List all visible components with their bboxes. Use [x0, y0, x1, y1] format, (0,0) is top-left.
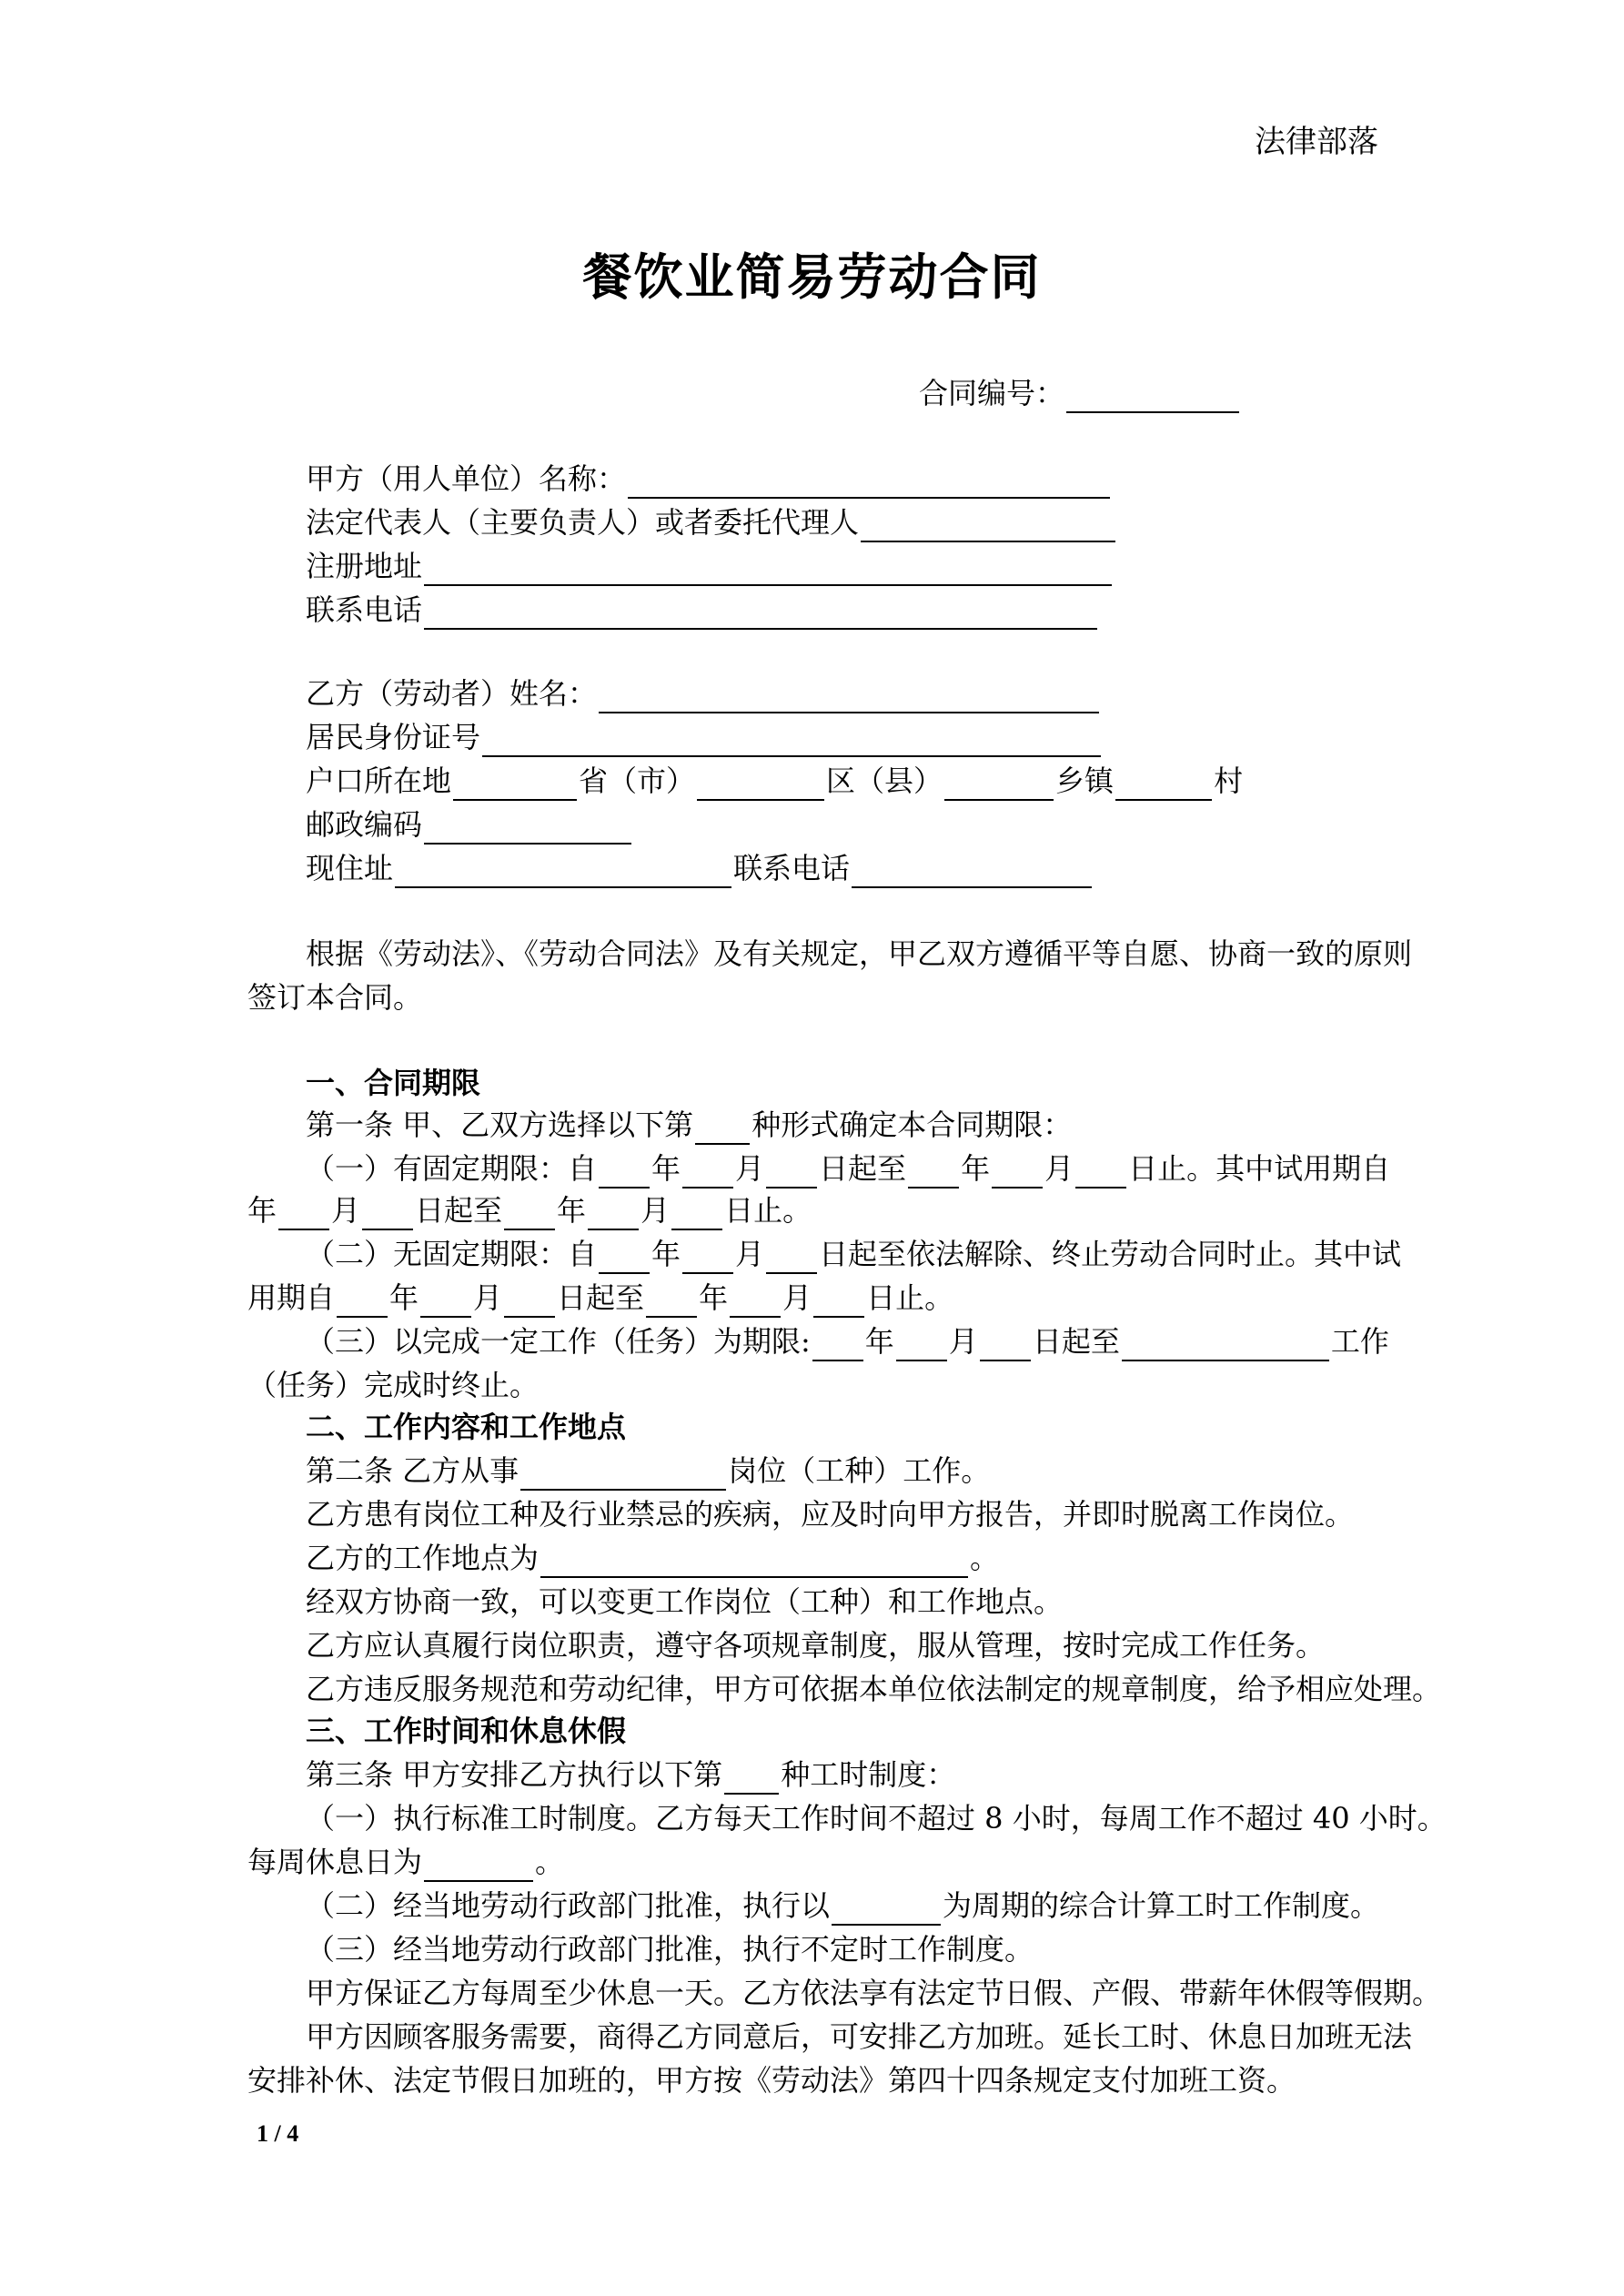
province-blank[interactable]	[453, 768, 577, 801]
blank[interactable]	[1075, 1156, 1126, 1188]
article-2-line-5: 乙方应认真履行岗位职责，遵守各项规章制度，服从管理，按时完成工作任务。	[306, 1628, 1326, 1663]
village-blank[interactable]	[1115, 768, 1212, 801]
party-b-id-row	[306, 717, 1103, 757]
party-a-address-blank[interactable]	[424, 553, 1112, 586]
article-3-option-1-line-2	[247, 1842, 564, 1882]
hour-system-blank[interactable]	[724, 1762, 779, 1795]
party-a-name-label: 甲方（用人单位）名称：	[306, 461, 627, 496]
work-place-blank[interactable]	[540, 1545, 968, 1578]
blank[interactable]	[588, 1198, 639, 1230]
task-blank[interactable]	[1122, 1329, 1329, 1361]
article-3-text: 第三条 甲方安排乙方执行以下第	[306, 1757, 723, 1792]
section-1-title: 一、合同期限	[306, 1066, 481, 1100]
day-start-label: 日起至	[1032, 1324, 1120, 1359]
day-start-label: 日起至	[415, 1193, 503, 1228]
section-3-title: 三、工作时间和休息休假	[306, 1714, 627, 1748]
day-start-label: 日起至	[819, 1151, 907, 1186]
blank[interactable]	[278, 1198, 329, 1230]
month-label: 月	[331, 1193, 361, 1228]
party-b-name-row	[306, 673, 1101, 713]
blank[interactable]	[730, 1285, 781, 1318]
article-2-text-2: 岗位（工种）工作。	[728, 1453, 991, 1488]
month-label: 月	[1044, 1151, 1074, 1186]
section-2-title: 二、工作内容和工作地点	[306, 1410, 627, 1444]
party-b-id-blank[interactable]	[482, 724, 1101, 757]
header-brand: 法律部落	[1255, 124, 1378, 160]
option-2-line-2	[247, 1278, 953, 1318]
village-label: 村	[1214, 764, 1244, 798]
party-a-name-blank[interactable]	[628, 466, 1110, 499]
year-label: 年	[961, 1151, 991, 1186]
document-title: 餐饮业简易劳动合同	[582, 248, 1042, 306]
party-a-phone-label: 联系电话	[306, 592, 423, 627]
blank[interactable]	[908, 1156, 959, 1188]
party-a-rep-blank[interactable]	[861, 510, 1115, 542]
district-label: 区（县）	[826, 764, 943, 798]
year-label: 年	[864, 1324, 894, 1359]
postcode-label: 邮政编码	[306, 807, 423, 842]
residence-blank[interactable]	[395, 855, 731, 888]
option-2-text-2: 为周期的综合计算工时工作制度。	[943, 1888, 1380, 1923]
article-2-line-6: 乙方违反服务规范和劳动纪律，甲方可依据本单位依法制定的规章制度，给予相应处理。	[306, 1672, 1442, 1706]
blank[interactable]	[812, 1329, 863, 1361]
town-blank[interactable]	[944, 768, 1054, 801]
town-label: 乡镇	[1055, 764, 1115, 798]
option-3-line-1	[306, 1321, 1389, 1361]
party-b-hukou-label: 户口所在地	[306, 764, 452, 798]
party-b-name-label: 乙方（劳动者）姓名：	[306, 676, 598, 711]
option-1-line-2	[247, 1190, 812, 1230]
month-label: 月	[948, 1324, 978, 1359]
article-3-line-6: 甲方因顾客服务需要，商得乙方同意后，可安排乙方加班。延长工时、休息日加班无法	[306, 2019, 1413, 2054]
month-label: 月	[735, 1151, 765, 1186]
option-1-text: 日止。其中试用期自	[1128, 1151, 1391, 1186]
postcode-blank[interactable]	[424, 812, 631, 845]
party-a-address-label: 注册地址	[306, 549, 423, 583]
article-3-text-2: 种工时制度：	[781, 1757, 956, 1792]
intro-line-2: 签订本合同。	[247, 980, 423, 1015]
article-1-text-2: 种形式确定本合同期限：	[751, 1108, 1073, 1142]
party-b-hukou-row	[306, 761, 1243, 801]
article-3-option-1: （一）执行标准工时制度。乙方每天工作时间不超过 8 小时，每周工作不超过 40 小时。	[306, 1801, 1447, 1836]
contract-number-label: 合同编号：	[919, 376, 1065, 410]
option-3-line-2: （任务）完成时终止。	[247, 1368, 540, 1402]
rest-day-blank[interactable]	[424, 1849, 533, 1882]
month-label: 月	[782, 1280, 812, 1315]
punctuation: 。	[970, 1541, 1000, 1575]
month-label: 月	[473, 1280, 503, 1315]
day-start-label: 日起至	[557, 1280, 645, 1315]
option-1-line-1	[306, 1148, 1390, 1188]
party-a-phone-blank[interactable]	[424, 597, 1097, 630]
blank[interactable]	[766, 1156, 817, 1188]
year-label: 年	[651, 1237, 681, 1271]
blank[interactable]	[813, 1285, 864, 1318]
rest-day-label: 每周休息日为	[247, 1845, 423, 1879]
district-blank[interactable]	[697, 768, 824, 801]
article-2	[306, 1451, 990, 1491]
party-b-phone-label: 联系电话	[733, 851, 851, 885]
article-3-line-5: 甲方保证乙方每周至少休息一天。乙方依法享有法定节日假、产假、带薪年休假等假期。	[306, 1976, 1442, 2010]
intro-line-1: 根据《劳动法》、《劳动合同法》及有关规定，甲乙双方遵循平等自愿、协商一致的原则	[306, 936, 1413, 971]
article-2-line-2: 乙方患有岗位工种及行业禁忌的疾病，应及时向甲方报告，并即时脱离工作岗位。	[306, 1497, 1355, 1532]
contract-number-blank[interactable]	[1066, 380, 1239, 413]
term-form-blank[interactable]	[695, 1112, 750, 1145]
blank[interactable]	[504, 1285, 555, 1318]
article-2-text: 第二条 乙方从事	[306, 1453, 519, 1488]
province-label: 省（市）	[579, 764, 696, 798]
article-2-line-4: 经双方协商一致，可以变更工作岗位（工种）和工作地点。	[306, 1584, 1064, 1619]
party-a-rep-label: 法定代表人（主要负责人）或者委托代理人	[306, 505, 860, 540]
article-1	[306, 1105, 1072, 1145]
year-label: 年	[651, 1151, 681, 1186]
punctuation: 。	[535, 1845, 565, 1879]
day-end-label: 日止。	[866, 1280, 954, 1315]
blank[interactable]	[362, 1198, 413, 1230]
work-label: 工作	[1330, 1324, 1389, 1359]
page-number: 1 / 4	[257, 2120, 299, 2147]
contract-number-row	[919, 373, 1241, 413]
party-b-id-label: 居民身份证号	[306, 720, 481, 754]
option-2-text: 日起至依法解除、终止劳动合同时止。其中试	[819, 1237, 1402, 1271]
blank[interactable]	[337, 1285, 388, 1318]
year-label: 年	[699, 1280, 729, 1315]
option-3-label: （三）以完成一定工作（任务）为期限:	[306, 1324, 811, 1359]
period-blank[interactable]	[832, 1893, 941, 1926]
option-2-label: （二）无固定期限：自	[306, 1237, 598, 1271]
party-a-phone-row	[306, 590, 1099, 630]
article-3-option-2	[306, 1886, 1379, 1926]
option-2-text: （二）经当地劳动行政部门批准，执行以	[306, 1888, 831, 1923]
work-place-label: 乙方的工作地点为	[306, 1541, 540, 1575]
year-label: 年	[389, 1280, 419, 1315]
blank[interactable]	[671, 1198, 722, 1230]
article-3-line-7: 安排补休、法定节假日加班的，甲方按《劳动法》第四十四条规定支付加班工资。	[247, 2063, 1296, 2098]
month-label: 月	[735, 1237, 765, 1271]
party-b-name-blank[interactable]	[599, 681, 1099, 713]
blank[interactable]	[646, 1285, 697, 1318]
blank[interactable]	[599, 1241, 650, 1274]
option-1-label: （一）有固定期限：自	[306, 1151, 598, 1186]
day-end-label: 日止。	[724, 1193, 812, 1228]
party-a-rep-row	[306, 502, 1117, 542]
option-2-text-2: 用期自	[247, 1280, 336, 1315]
article-1-text: 第一条 甲、乙双方选择以下第	[306, 1108, 694, 1142]
blank[interactable]	[682, 1156, 733, 1188]
blank[interactable]	[766, 1241, 817, 1274]
party-a-address-row	[306, 546, 1114, 586]
article-3-option-3: （三）经当地劳动行政部门批准，执行不定时工作制度。	[306, 1932, 1034, 1967]
blank[interactable]	[992, 1156, 1043, 1188]
month-label: 月	[641, 1193, 671, 1228]
blank[interactable]	[504, 1198, 555, 1230]
party-b-phone-blank[interactable]	[852, 855, 1092, 888]
party-b-postcode-row	[306, 804, 633, 845]
party-b-residence-row	[306, 848, 1094, 888]
position-blank[interactable]	[520, 1458, 726, 1491]
blank[interactable]	[599, 1156, 650, 1188]
year-label: 年	[247, 1193, 277, 1228]
blank[interactable]	[682, 1241, 733, 1274]
article-3	[306, 1755, 955, 1795]
blank[interactable]	[980, 1329, 1031, 1361]
party-a-name-row	[306, 459, 1112, 499]
blank[interactable]	[896, 1329, 947, 1361]
blank[interactable]	[420, 1285, 471, 1318]
article-2-line-3	[306, 1538, 999, 1578]
residence-label: 现住址	[306, 851, 394, 885]
year-label: 年	[557, 1193, 587, 1228]
option-2-line-1	[306, 1234, 1401, 1274]
